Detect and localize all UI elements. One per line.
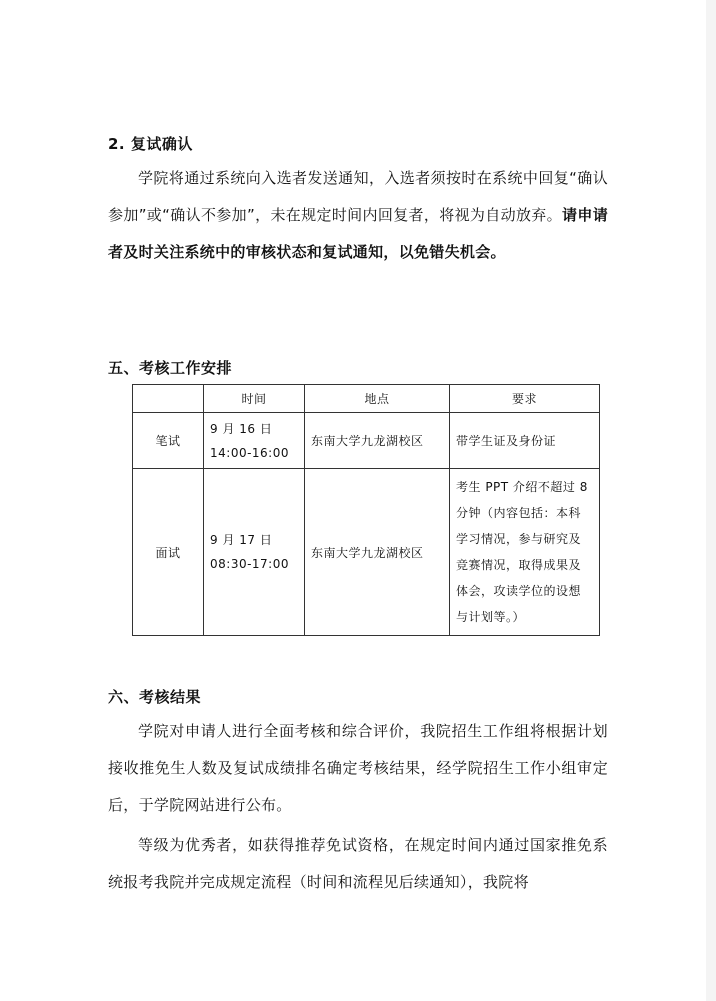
exam-type-cell: 面试	[133, 469, 204, 636]
paragraph-results-2: 等级为优秀者，如获得推荐免试资格，在规定时间内通过国家推免系统报考我院并完成规定流程（时间和流程见后续通知），我院将	[108, 836, 608, 891]
paragraph-results-1: 学院对申请人进行全面考核和综合评价，我院招生工作组将根据计划接收推免生人数及复试成绩排名确定考核结果，经学院招生工作小组审定后，于学院网站进行公布。	[108, 722, 608, 814]
paragraph-fushi-confirm	[108, 160, 608, 271]
requirement-cell: 带学生证及身份证	[450, 413, 600, 469]
table-header-cell: 时间	[204, 385, 305, 413]
paragraph-fushi-bold: 请申请者及时关注系统中的审核状态和复试通知，以免错失机会。	[108, 206, 608, 261]
time-text: 08:30-17:00	[210, 557, 289, 571]
date-text: 9 月 17 日	[210, 533, 273, 547]
schedule-table	[132, 384, 600, 636]
time-cell	[204, 469, 305, 636]
requirement-cell: 考生 PPT 介绍不超过 8 分钟（内容包括：本科学习情况，参与研究及竞赛情况，取得成果及体会，攻读学位的设想与计划等。）	[450, 469, 600, 636]
time-text: 14:00-16:00	[210, 445, 289, 460]
table-header-cell: 要求	[450, 385, 600, 413]
exam-type-cell: 笔试	[133, 413, 204, 469]
heading-section-five: 五、考核工作安排	[108, 359, 233, 377]
page-edge-shadow	[706, 0, 716, 1001]
location-cell: 东南大学九龙湖校区	[305, 413, 450, 469]
paragraph-fushi-normal: 学院将通过系统向入选者发送通知，入选者须按时在系统中回复“确认参加”或“确认不参加”，未在规定时间内回复者，将视为自动放弃。	[108, 169, 608, 224]
table-row	[133, 469, 600, 636]
location-cell: 东南大学九龙湖校区	[305, 469, 450, 636]
time-cell	[204, 413, 305, 469]
table-header-row	[133, 385, 600, 413]
table-row	[133, 413, 600, 469]
date-text: 9 月 16 日	[210, 421, 273, 436]
table-header-cell	[133, 385, 204, 413]
heading-section-six: 六、考核结果	[108, 688, 202, 706]
table-header-cell: 地点	[305, 385, 450, 413]
heading-fushi-confirm: 2. 复试确认	[108, 135, 193, 153]
